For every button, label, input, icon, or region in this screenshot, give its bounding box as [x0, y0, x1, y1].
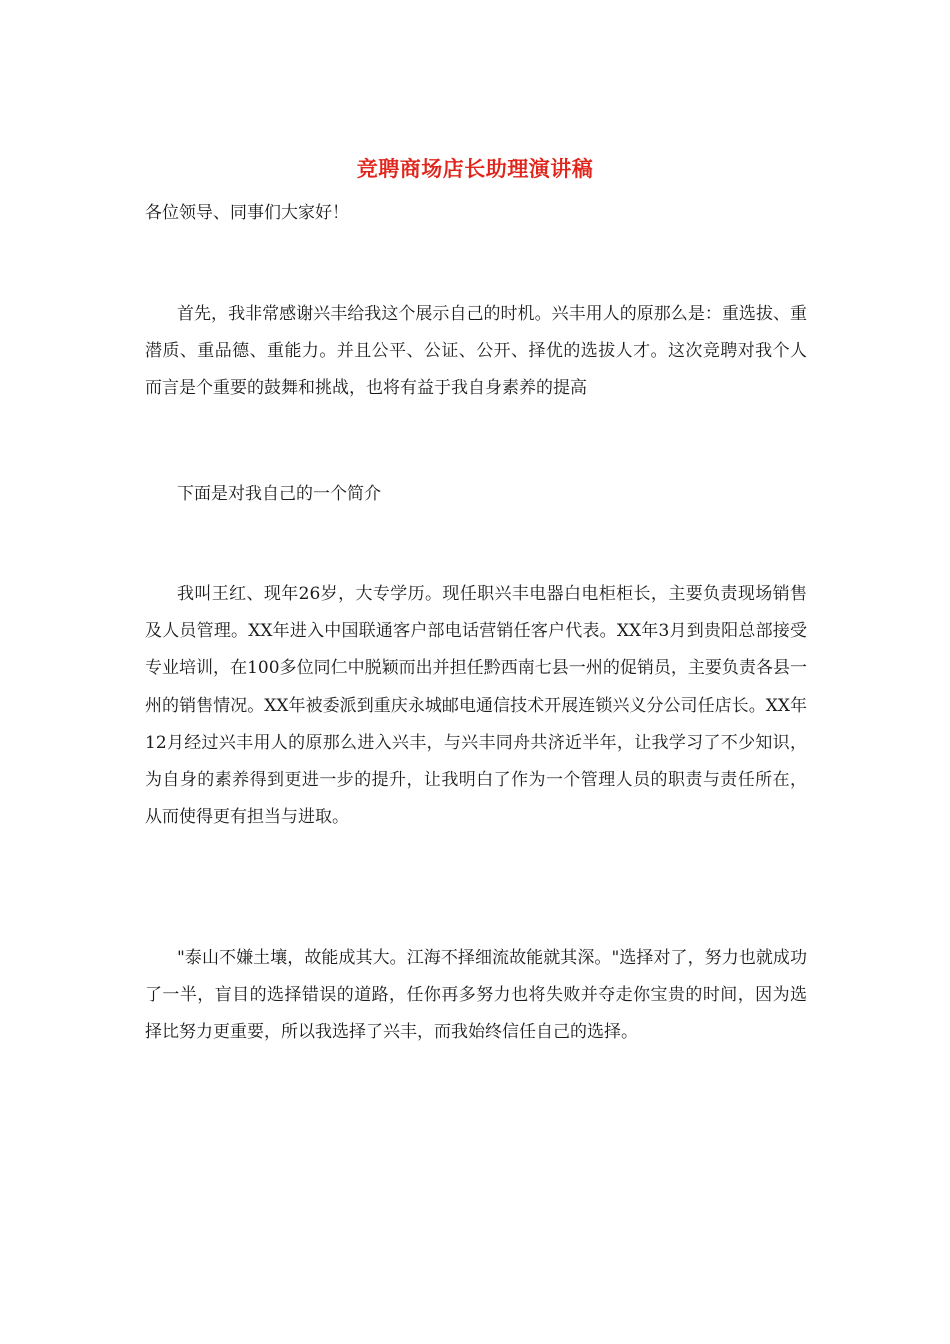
paragraph-self-intro-heading: 下面是对我自己的一个简介: [177, 484, 381, 504]
paragraph-choice: "泰山不嫌土壤，故能成其大。江海不择细流故能就其深。"选择对了，努力也就成功了一半，盲目的选择错误的道路，任你再多努力也将失败并夺走你宝贵的时间，因为选择比努力更重要，所以我选择了兴丰，而我始终信任自己的选择。: [145, 948, 807, 1043]
greeting-line: 各位领导、同事们大家好！: [145, 203, 349, 223]
paragraph-experience: 我叫王红、现年26岁，大专学历。现任职兴丰电器白电柜柜长，主要负责现场销售及人员管理。XX年进入中国联通客户部电话营销任客户代表。XX年3月到贵阳总部接受专业培训，在100多位同仁中脱颖而出并担任黔西南七县一州的促销员，主要负责各县一州的销售情况。XX年被委派到重庆永城邮电通信技术开展连锁兴义分公司任店长。XX年12月经过兴丰用人的原那么进入兴丰，与兴丰同舟共济近半年，让我学习了不少知识，为自身的素养得到更进一步的提升，让我明白了作为一个管理人员的职责与责任所在，从而使得更有担当与进取。: [145, 584, 807, 828]
paragraph-intro: 首先，我非常感谢兴丰给我这个展示自己的时机。兴丰用人的原那么是：重选拔、重潜质、重品德、重能力。并且公平、公证、公开、择优的选拔人才。这次竞聘对我个人而言是个重要的鼓舞和挑战，也将有益于我自身素养的提高: [145, 304, 807, 399]
document-title: 竞聘商场店长助理演讲稿: [356, 156, 594, 181]
